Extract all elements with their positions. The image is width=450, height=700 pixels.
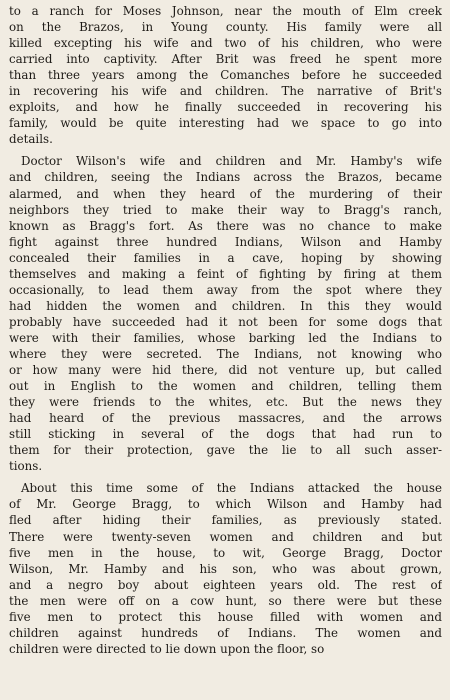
text-line: to a ranch for Moses Johnson, near the mouth of Elm creek [9, 4, 442, 18]
text-line: neighbors they tried to make their way to Bragg's ranch, [9, 202, 442, 217]
text-line: five men to protect this house filled with women and [9, 609, 442, 624]
text-line: There were twenty-seven women and children and but [9, 529, 442, 544]
text-line: carried into captivity. After Brit was freed he spent more [9, 52, 442, 67]
text-line: exploits, and how he finally succeeded in recovering his [9, 100, 442, 115]
text-line: five men in the house, to wit, George Bragg, Doctor [9, 545, 442, 560]
text-line: killed excepting his wife and two of his children, who were [9, 36, 442, 51]
text-line: than three years among the Comanches before he succeeded [9, 68, 442, 83]
text-line: probably have succeeded had it not been for some dogs that [9, 314, 442, 329]
text-line: had hidden the women and children. In this they would [9, 298, 442, 313]
text-line: the men were off on a cow hunt, so there were but these [9, 593, 442, 608]
text-line: Doctor Wilson's wife and children and Mr. Hamby's wife [21, 154, 442, 169]
text-line: tions. [9, 459, 43, 474]
paragraph-3 [9, 480, 442, 657]
text-line: Wilson, Mr. Hamby and his son, who was about grown, [9, 561, 442, 576]
text-line: and a negro boy about eighteen years old. The rest of [9, 577, 442, 592]
text-line: out in English to the women and children, telling them [9, 379, 442, 394]
text-line: children were directed to lie down upon the floor, so [9, 641, 325, 656]
text-line: and children, seeing the Indians across the Brazos, became [9, 170, 442, 185]
text-line: fight against three hundred Indians, Wilson and Hamby [9, 234, 442, 249]
text-line: or how many were hid there, did not venture up, but called [9, 363, 442, 378]
text-line: still sticking in several of the dogs that had run to [9, 427, 442, 442]
text-line: About this time some of the Indians attacked the house [21, 481, 442, 496]
text-line: were with their families, whose barking led the Indians to [9, 330, 442, 345]
text-line: in recovering his wife and children. The narrative of Brit's [9, 84, 442, 99]
text-line: concealed their families in a cave, hoping by showing [9, 250, 442, 265]
text-line: of Mr. George Bragg, to which Wilson and Hamby had [9, 497, 442, 512]
text-line: occasionally, to lead them away from the spot where they [9, 282, 442, 297]
text-line: family, would be quite interesting had we space to go into [9, 116, 442, 131]
text-line: details. [9, 132, 53, 147]
text-line: known as Bragg's fort. As there was no chance to make [9, 218, 442, 233]
paragraph-1 [9, 3, 442, 147]
text-line: had heard of the previous massacres, and the arrows [9, 411, 442, 426]
text-line: alarmed, and when they heard of the murdering of their [9, 186, 442, 201]
text-line: they were friends to the whites, etc. But the news they [9, 395, 442, 410]
text-line: children against hundreds of Indians. The women and [9, 625, 442, 640]
text-line: fled after hiding their families, as previously stated. [9, 513, 442, 528]
text-line: themselves and making a feint of fighting by firing at them [9, 266, 442, 281]
text-line: them for their protection, gave the lie to all such asser- [9, 443, 442, 458]
text-line: on the Brazos, in Young county. His family were all [9, 20, 442, 35]
text-line: where they were secreted. The Indians, not knowing who [9, 346, 442, 361]
paragraph-2 [9, 153, 442, 474]
